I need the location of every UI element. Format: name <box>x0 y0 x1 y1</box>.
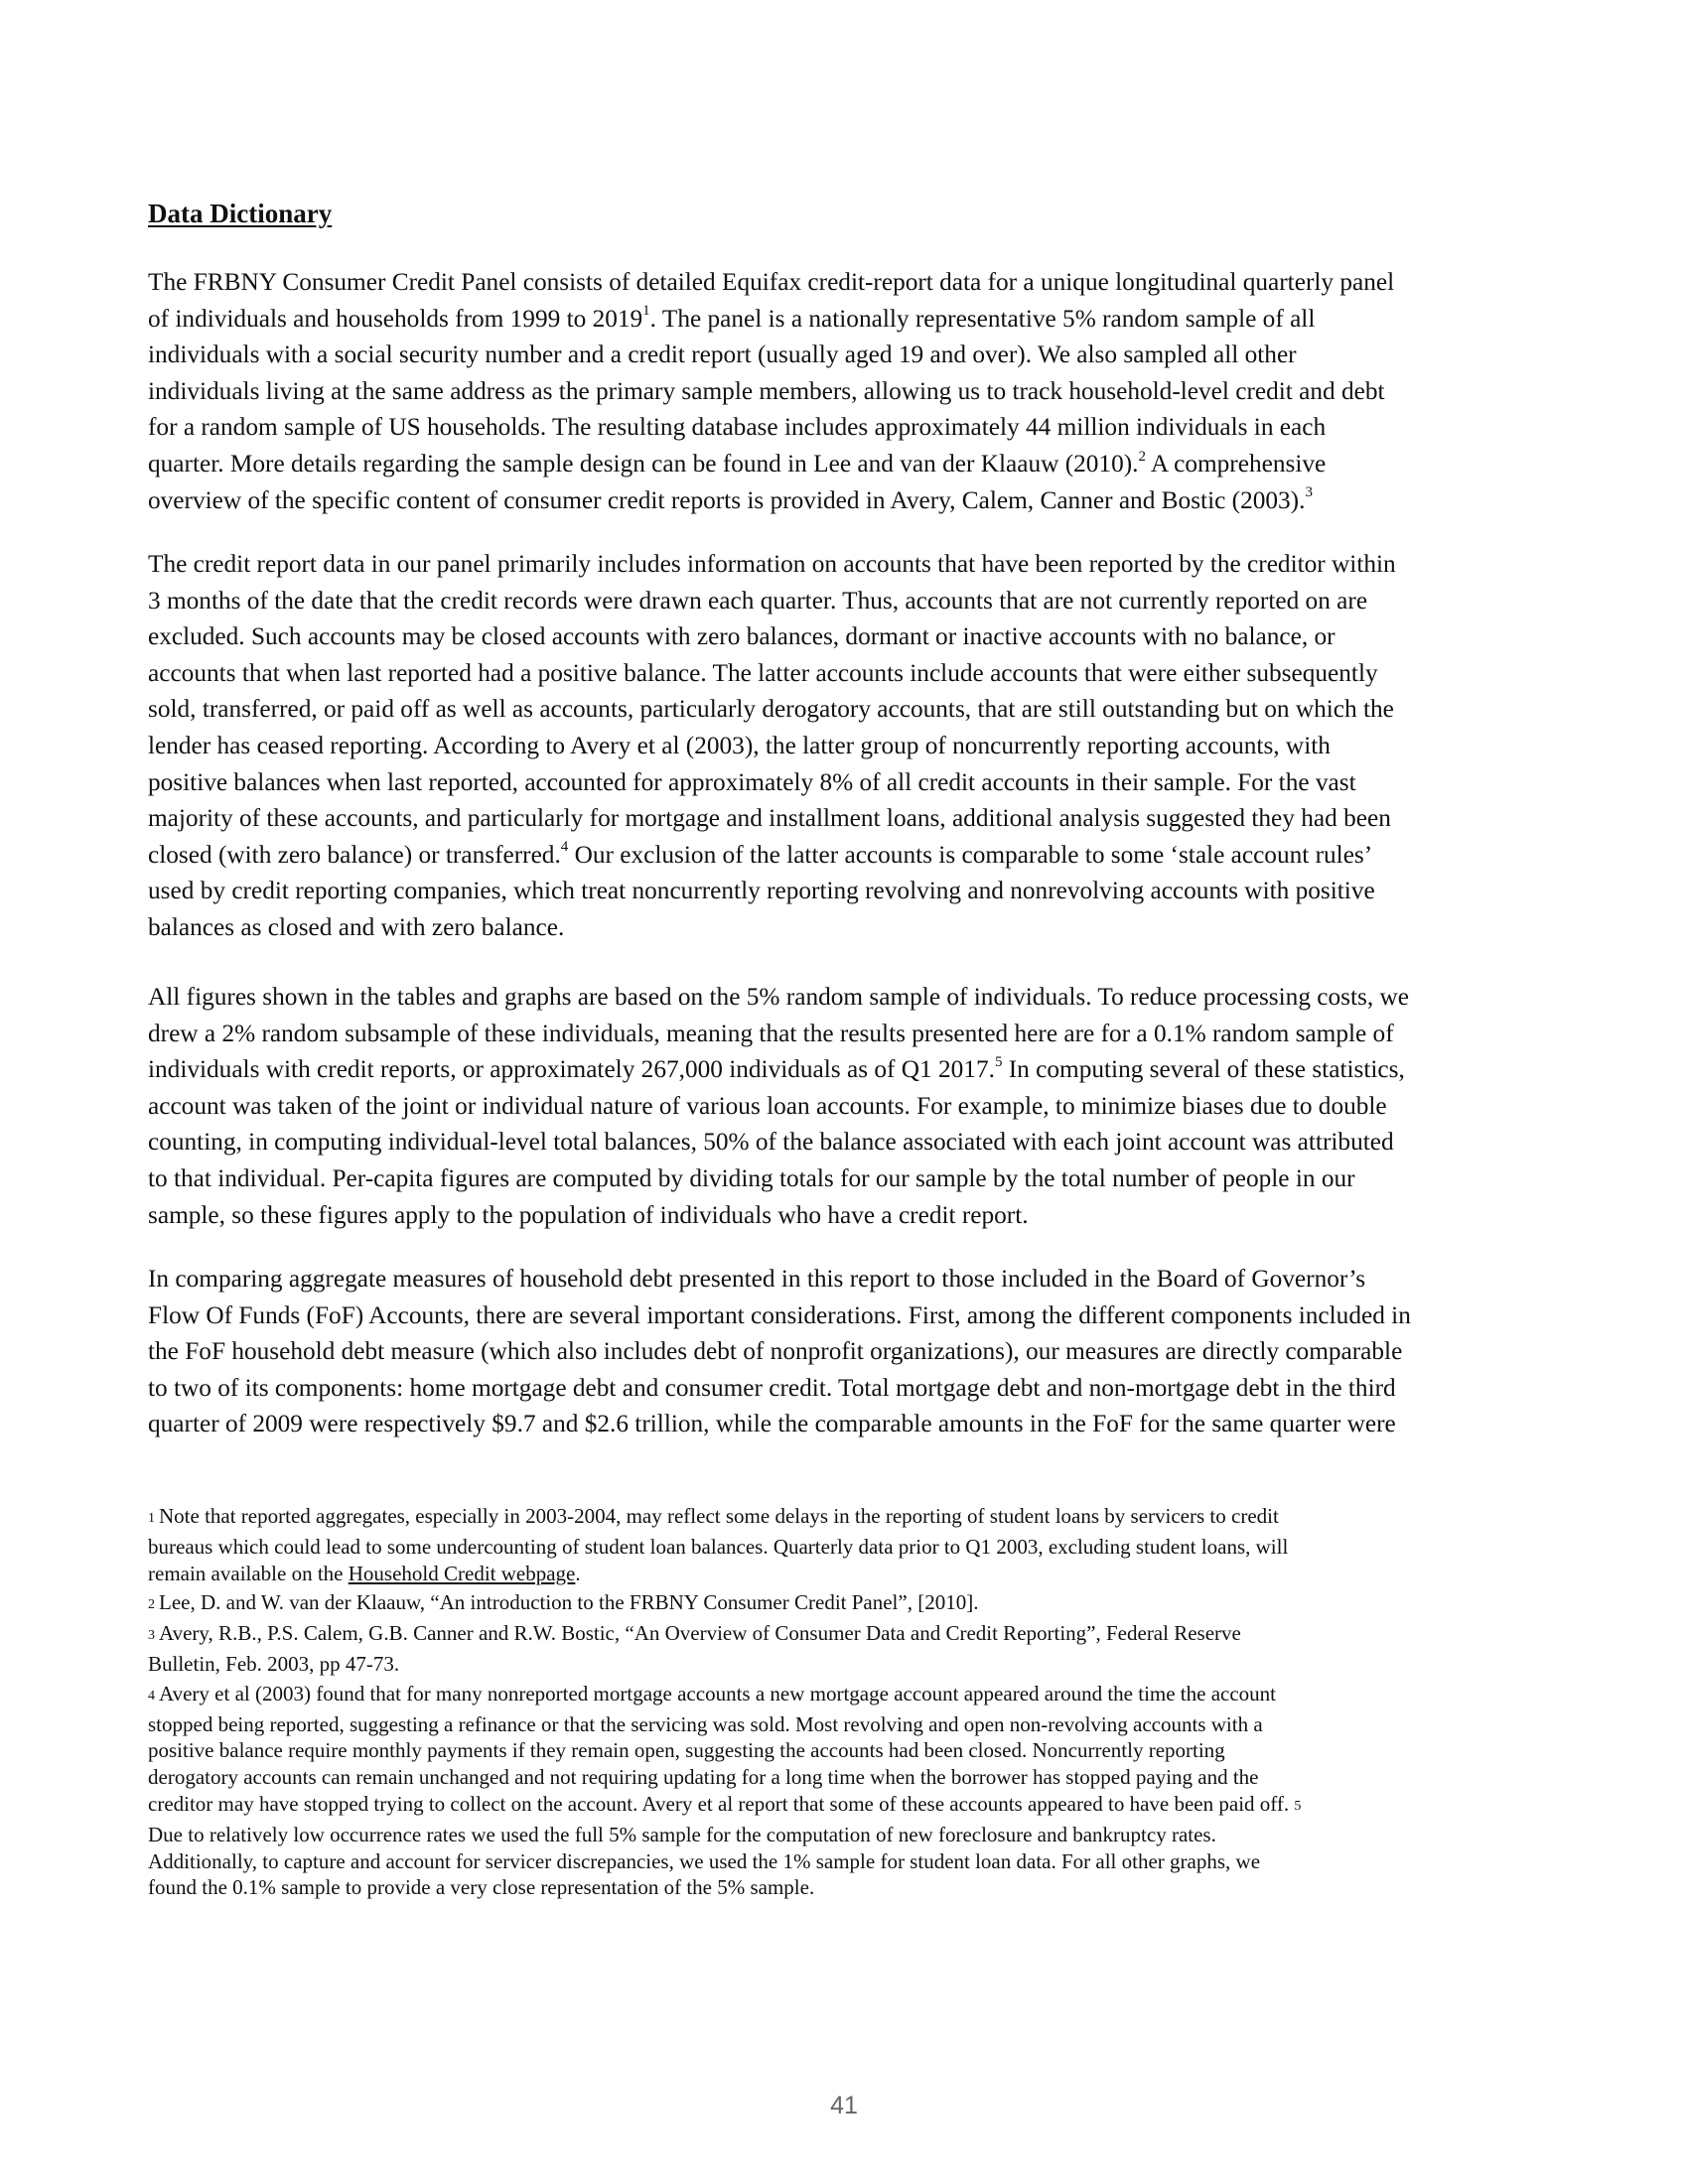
footnote-line: Bulletin, Feb. 2003, pp 47-73. <box>148 1651 400 1676</box>
footnote-line: found the 0.1% sample to provide a very close representation of the 5% sample. <box>148 1875 815 1900</box>
footnote-line: derogatory accounts can remain unchanged and not requiring updating for a long time when the borrower has stopped paying and the <box>148 1765 1259 1790</box>
text-line: Flow Of Funds (FoF) Accounts, there are several important considerations. First, among the different components included in <box>148 1300 1411 1329</box>
footnote-ref-1: 1 <box>642 303 650 320</box>
footnote-ref-4: 4 <box>560 839 569 856</box>
text-line: All figures shown in the tables and graphs are based on the 5% random sample of individuals. To reduce processing costs, we <box>148 983 1410 1011</box>
text-line: individuals with credit reports, or approximately 267,000 individuals as of Q1 2017.$^5$ In computing several of these statistics, <box>148 1053 1405 1084</box>
text-line: positive balances when last reported, accounted for approximately 8% of all credit accounts in their sample. For the vast <box>148 767 1356 796</box>
text-line: quarter of 2009 were respectively $9.7 and $2.6 trillion, while the comparable amounts in the FoF for the same quarter were <box>148 1410 1396 1438</box>
footnote-marker: 1 <box>148 1511 155 1526</box>
text-line: In comparing aggregate measures of household debt presented in this report to those included in the Board of Governor’s <box>148 1265 1366 1293</box>
text-line: drew a 2% random subsample of these individuals, meaning that the results presented here are for a 0.1% random sample of <box>148 1019 1394 1047</box>
footnote-marker: 3 <box>148 1628 155 1644</box>
footnote-line: positive balance require monthly payments if they remain open, suggesting the accounts had been closed. Noncurrently reporting <box>148 1738 1225 1763</box>
footnote-4 <box>148 1681 1548 1822</box>
footnote-line: 3 Avery, R.B., P.S. Calem, G.B. Canner and R.W. Bostic, “An Overview of Consumer Data and Credit Reporting”, Federal Reserve <box>148 1621 1241 1646</box>
footnote-line: Additionally, to capture and account for servicer discrepancies, we used the 1% sample for student loan data. For all other graphs, we <box>148 1848 1261 1873</box>
text-line: overview of the specific content of consumer credit reports is provided in Avery, Calem, Canner and Bostic (2003).$^3$ <box>148 484 1313 514</box>
text-line: to two of its components: home mortgage debt and consumer credit. Total mortgage debt and non-mortgage debt in the third <box>148 1373 1396 1402</box>
page-heading: Data Dictionary <box>148 199 333 228</box>
footnote-3 <box>148 1620 1548 1678</box>
text-line: to that individual. Per-capita figures are computed by dividing totals for our sample by the total number of people in our <box>148 1163 1355 1192</box>
text-line: individuals with a social security number and a credit report (usually aged 19 and over). We also sampled all other <box>148 341 1297 369</box>
footnote-5 <box>148 1822 1548 1901</box>
footnote-line: stopped being reported, suggesting a refinance or that the servicing was sold. Most revolving and open non-revolving accounts with a <box>148 1711 1263 1736</box>
household-credit-webpage-link[interactable]: Household Credit webpage <box>348 1561 576 1585</box>
paragraph-intro <box>148 264 1538 518</box>
text-line: of individuals and households from 1999 to 2019$^1$. The panel is a nationally representative 5% random sample of all <box>148 303 1316 333</box>
text-line: for a random sample of US households. The resulting database includes approximately 44 million individuals in each <box>148 413 1327 442</box>
footnote-line: bureaus which could lead to some undercounting of student loan balances. Quarterly data prior to Q1 2003, excluding student loans, will <box>148 1534 1289 1559</box>
text-line: The credit report data in our panel primarily includes information on accounts that have been reported by the creditor within <box>148 550 1396 578</box>
footnote-line: Due to relatively low occurrence rates we used the full 5% sample for the computation of new foreclosure and bankruptcy rates. <box>148 1822 1216 1846</box>
text-line: individuals living at the same address as the primary sample members, allowing us to track household-level credit and debt <box>148 376 1385 405</box>
footnote-1 <box>148 1503 1548 1586</box>
text-line: used by credit reporting companies, which treat noncurrently reporting revolving and nonrevolving accounts with positive <box>148 877 1375 905</box>
footnote-ref-3: 3 <box>1305 484 1313 501</box>
text-line: counting, in computing individual-level total balances, 50% of the balance associated with each joint account was attributed <box>148 1128 1394 1157</box>
footnote-marker: 4 <box>148 1688 155 1704</box>
paragraph-flow-of-funds <box>148 1261 1538 1442</box>
footnote-line: 4 Avery et al (2003) found that for many nonreported mortgage accounts a new mortgage account appeared around the time the account <box>148 1681 1277 1706</box>
text-line: The FRBNY Consumer Credit Panel consists of detailed Equifax credit-report data for a unique longitudinal quarterly panel <box>148 268 1395 296</box>
footnote-ref-2: 2 <box>1138 448 1146 465</box>
footnote-line: 1 Note that reported aggregates, especially in 2003-2004, may reflect some delays in the reporting of student loans by servicers to credit <box>148 1504 1279 1528</box>
footnote-line: creditor may have stopped trying to collect on the account. Avery et al report that some of these accounts appeared to have been paid off. 5 <box>148 1791 1302 1816</box>
paragraph-sample-figures <box>148 979 1538 1233</box>
text-line: majority of these accounts, and particularly for mortgage and installment loans, additional analysis suggested they had been <box>148 804 1391 833</box>
footnote-ref-5: 5 <box>994 1053 1003 1070</box>
text-line: sold, transferred, or paid off as well as accounts, particularly derogatory accounts, that are still outstanding but on which the <box>148 695 1394 724</box>
text-line: closed (with zero balance) or transferred.$^4$ Our exclusion of the latter accounts is comparable to some ‘stale account rules’ <box>148 839 1373 869</box>
text-line: balances as closed and with zero balance. <box>148 912 565 941</box>
paragraph-credit-report-data <box>148 546 1538 946</box>
text-line: 3 months of the date that the credit records were drawn each quarter. Thus, accounts that are not currently reported on are <box>148 586 1368 614</box>
text-line: account was taken of the joint or individual nature of various loan accounts. For example, to minimize biases due to double <box>148 1091 1387 1120</box>
text-line: excluded. Such accounts may be closed accounts with zero balances, dormant or inactive accounts with no balance, or <box>148 622 1336 651</box>
footnotes <box>148 1503 1548 1901</box>
footnote-2 <box>148 1589 1548 1620</box>
footnote-line: 2 Lee, D. and W. van der Klaauw, “An introduction to the FRBNY Consumer Credit Panel”, [2010]. <box>148 1590 979 1615</box>
text-line: lender has ceased reporting. According to Avery et al (2003), the latter group of noncurrently reporting accounts, with <box>148 731 1331 759</box>
text-line: the FoF household debt measure (which also includes debt of nonprofit organizations), our measures are directly comparable <box>148 1337 1403 1366</box>
page-number: 41 <box>830 2092 858 2119</box>
footnote-marker: 5 <box>1294 1798 1302 1814</box>
footnote-line: remain available on the Household Credit webpage. <box>148 1561 581 1585</box>
text-line: sample, so these figures apply to the population of individuals who have a credit report. <box>148 1200 1029 1229</box>
text-line: quarter. More details regarding the sample design can be found in Lee and van der Klaauw (2010).$^2$ A comprehensive <box>148 448 1327 478</box>
text-line: accounts that when last reported had a positive balance. The latter accounts include accounts that were either subsequently <box>148 658 1378 687</box>
footnote-marker: 2 <box>148 1597 155 1613</box>
